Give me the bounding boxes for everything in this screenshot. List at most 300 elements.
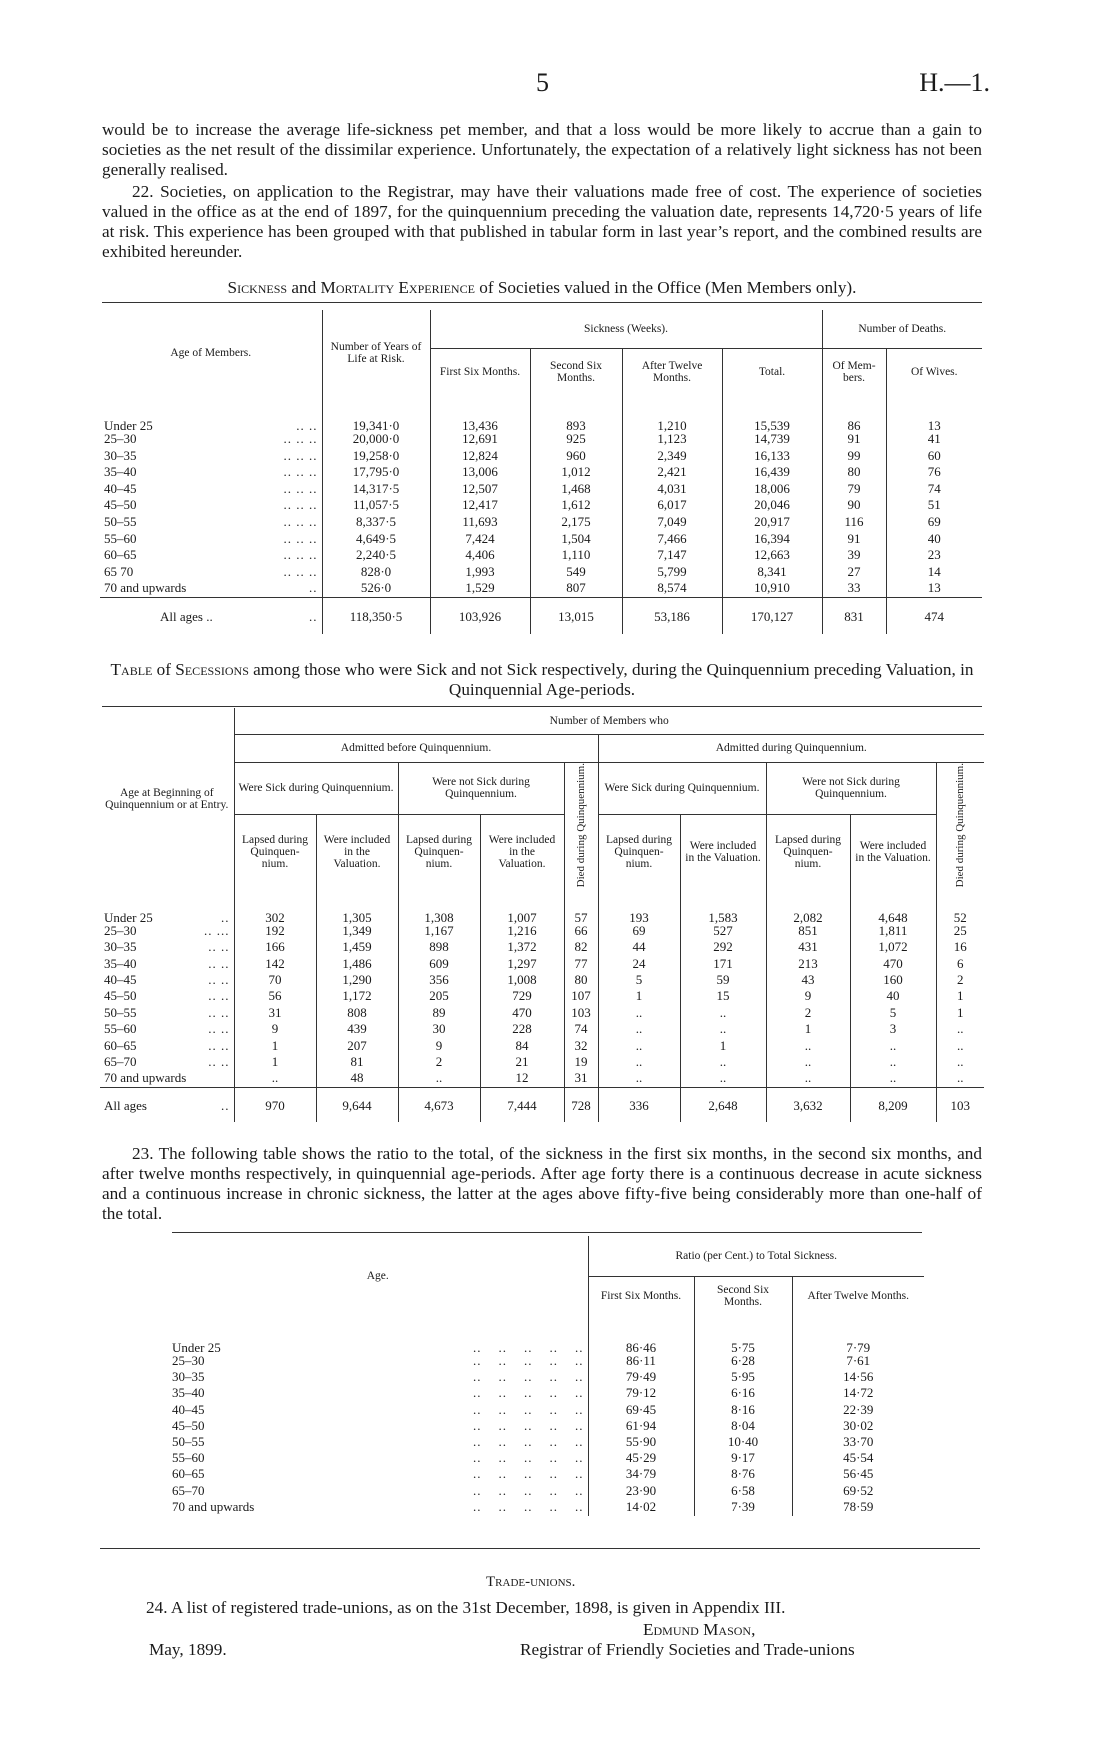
sickness-mortality-table [100, 310, 982, 634]
age-label: 60–65 [104, 547, 137, 563]
leader-dots: .. .. .. .. .. [473, 1482, 584, 1498]
leader-dots: .. .. .. [283, 513, 318, 529]
col-total-header: Total. [722, 348, 822, 396]
age-label: 50–55 [172, 1433, 205, 1449]
age-label: Under 25 [104, 418, 153, 433]
cell-total: 10,910 [722, 581, 822, 598]
cell-second: 6·16 [694, 1386, 792, 1402]
caption-word: of [156, 660, 171, 679]
table-row [168, 1451, 924, 1467]
cell-col-10: .. [957, 1070, 964, 1086]
cell-col-7: .. [680, 1071, 766, 1087]
age-label: All ages [104, 1097, 147, 1113]
caption-word: Table [110, 660, 153, 679]
cell-first: 34·79 [588, 1467, 694, 1483]
cell-after: 78·59 [843, 1498, 874, 1514]
paragraph-23: 23. The following table shows the ratio to the total, of the sickness in the first six months, in the second six months, and after twelve months respectively, in quinquennial age-periods. After age forty there is a continuous decrease in acute sickness and a continuous increase in chronic sickness, the latter at the ages above fifty-five being considerably more than one-half of the total. [102, 1144, 982, 1223]
col-first-six-header: First Six Months. [588, 1276, 694, 1316]
cell-after: 7,466 [622, 532, 722, 549]
cell-col-5: 57 [564, 890, 598, 924]
cell-col-5: 74 [564, 1022, 598, 1038]
cell-col-2: 48 [316, 1071, 398, 1087]
cell-col-5: 19 [564, 1055, 598, 1071]
table-row [100, 1022, 984, 1038]
age-label: 70 and upwards [172, 1498, 255, 1514]
cell-members: 91 [822, 432, 886, 449]
table2-top-rule [102, 706, 982, 707]
cell-col-8: 213 [766, 957, 850, 973]
table-row [100, 532, 982, 549]
cell-col-7: 1 [680, 1039, 766, 1055]
cell-first: 7,424 [430, 532, 530, 549]
caption-word: and [291, 278, 317, 297]
cell-second: 5·75 [694, 1316, 792, 1354]
leader-dots: .. .. .. .. .. [473, 1385, 584, 1401]
cell-total: 20,046 [722, 498, 822, 515]
during-not-sick-header: Were not Sick during Quinquennium. [766, 762, 936, 814]
table-row [100, 924, 984, 940]
cell-col-1: 166 [234, 940, 316, 956]
cell-first: 55·90 [588, 1435, 694, 1451]
cell-col-1: 1 [234, 1039, 316, 1055]
cell-col-1: 56 [234, 989, 316, 1005]
cell-wives: 41 [927, 431, 941, 446]
age-cell [100, 432, 322, 449]
leader-dots: .. .. .. .. .. [473, 1450, 584, 1466]
cell-col-9: .. [850, 1071, 936, 1087]
lapsed-header: Lapsed during Quinquen- nium. [234, 814, 316, 890]
age-cell [100, 924, 234, 940]
cell-col-2: 1,172 [316, 989, 398, 1005]
cell-col-2: 81 [316, 1055, 398, 1071]
cell-col-10: 103 [936, 1088, 984, 1122]
cell-col-6: 5 [598, 973, 680, 989]
cell-col-7: .. [680, 1022, 766, 1038]
caption-word: Secessions [175, 660, 249, 679]
age-label: 45–50 [104, 988, 137, 1004]
cell-col-5: 77 [564, 957, 598, 973]
col-age-header: Age of Members. [100, 310, 322, 396]
cell-second: 13,015 [530, 598, 622, 634]
age-cell [100, 498, 322, 515]
cell-wives: 13 [927, 580, 941, 596]
age-cell [168, 1354, 588, 1370]
cell-second: 6·28 [694, 1354, 792, 1370]
table-row [100, 498, 982, 515]
leader-dots: .. .. .. .. .. [473, 1417, 584, 1433]
age-label: 40–45 [104, 972, 137, 988]
cell-col-4: 470 [480, 1006, 564, 1022]
cell-col-9: 8,209 [850, 1088, 936, 1122]
cell-total: 16,133 [722, 449, 822, 466]
cell-second: 1,612 [530, 498, 622, 515]
cell-col-3: 89 [398, 1006, 480, 1022]
table-row [100, 957, 984, 973]
cell-col-4: 1,372 [480, 940, 564, 956]
included-header: Were included in the Valuation. [480, 814, 564, 890]
lapsed-header: Lapsed during Quinquen- nium. [398, 814, 480, 890]
cell-after: 45·54 [843, 1450, 874, 1466]
cell-years: 11,057·5 [322, 498, 430, 515]
table-row [100, 465, 982, 482]
cell-second: 1,468 [530, 482, 622, 499]
cell-col-8: 3,632 [766, 1088, 850, 1122]
cell-years: 19,341·0 [322, 396, 430, 432]
cell-col-10: 6 [957, 955, 964, 971]
cell-col-10: 1 [957, 1004, 964, 1020]
cell-col-1: 192 [234, 924, 316, 940]
cell-col-9: .. [850, 1055, 936, 1071]
cell-col-8: 43 [766, 973, 850, 989]
cell-col-10: 16 [953, 939, 967, 955]
leader-dots: .. .. [296, 418, 318, 433]
table-row [168, 1370, 924, 1386]
table-total-row [100, 598, 982, 634]
age-cell [168, 1370, 588, 1386]
caption-word: Mortality Experience [320, 278, 475, 297]
cell-after: 1,123 [622, 432, 722, 449]
age-label: 50–55 [104, 1004, 137, 1020]
cell-col-2: 1,290 [316, 973, 398, 989]
died-label: Died during Quinquennium. [953, 762, 966, 887]
cell-after: 2,421 [622, 465, 722, 482]
cell-members: 831 [822, 598, 886, 634]
age-label: 45–50 [104, 497, 137, 513]
age-label: All ages .. [160, 608, 213, 624]
leader-dots: .. .. .. .. .. [473, 1401, 584, 1417]
cell-first: 79·49 [588, 1370, 694, 1386]
cell-members: 99 [822, 449, 886, 466]
age-cell [100, 973, 234, 989]
col-age-entry-header: Age at Beginning of Quinquennium or at Entry. [100, 708, 234, 890]
cell-first: 12,824 [430, 449, 530, 466]
cell-col-5: 66 [564, 924, 598, 940]
table-row [100, 1006, 984, 1022]
cell-col-10: 2 [957, 972, 964, 988]
cell-first: 4,406 [430, 548, 530, 565]
cell-wives: 60 [927, 447, 941, 463]
cell-col-2: 1,349 [316, 924, 398, 940]
table-row [168, 1316, 924, 1354]
table-row [100, 548, 982, 565]
col-wives-header: Of Wives. [910, 366, 958, 379]
leader-dots: .. .. .. .. .. [473, 1353, 584, 1368]
cell-second: 10·40 [694, 1435, 792, 1451]
cell-col-3: 609 [398, 957, 480, 973]
cell-after: 7,049 [622, 515, 722, 532]
table-row [168, 1484, 924, 1500]
cell-years: 19,258·0 [322, 449, 430, 466]
age-cell [168, 1419, 588, 1435]
report-date: May, 1899. [149, 1640, 227, 1659]
age-cell [100, 1071, 234, 1087]
cell-col-10: .. [957, 1021, 964, 1037]
age-label: Under 25 [104, 909, 153, 925]
age-cell [100, 598, 322, 634]
cell-after: 22·39 [843, 1401, 874, 1417]
age-cell [100, 396, 322, 432]
cell-after: 53,186 [622, 598, 722, 634]
cell-col-9: .. [850, 1039, 936, 1055]
trade-unions-heading: Trade-unions. [486, 1574, 576, 1590]
cell-col-10: .. [957, 1037, 964, 1053]
cell-first: 1,529 [430, 581, 530, 598]
cell-wives: 51 [927, 497, 941, 513]
cell-total: 20,917 [722, 515, 822, 532]
leader-dots: .. .. .. [283, 447, 318, 463]
cell-second: 8·04 [694, 1419, 792, 1435]
table1-top-rule [102, 302, 982, 303]
age-cell [100, 1088, 234, 1122]
cell-second: 7·39 [694, 1500, 792, 1516]
cell-col-10: 1 [957, 988, 964, 1004]
cell-years: 118,350·5 [322, 598, 430, 634]
cell-col-2: 207 [316, 1039, 398, 1055]
leader-dots: .. .. [208, 939, 230, 955]
admitted-before-header: Admitted before Quinquennium. [234, 734, 598, 762]
table3-top-rule [172, 1232, 922, 1233]
cell-wives: 23 [927, 547, 941, 563]
cell-col-10: 52 [953, 909, 967, 925]
col-sickness-header: Sickness (Weeks). [430, 310, 822, 348]
cell-col-8: 2 [766, 1006, 850, 1022]
cell-after: 7,147 [622, 548, 722, 565]
table-row [100, 890, 984, 924]
leader-dots: .. .. .. .. .. [473, 1369, 584, 1385]
cell-col-7: 292 [680, 940, 766, 956]
cell-wives: 13 [927, 418, 941, 433]
cell-second: 9·17 [694, 1451, 792, 1467]
cell-after: 5,799 [622, 565, 722, 582]
table-row [100, 1039, 984, 1055]
age-label: 45–50 [172, 1417, 205, 1433]
cell-col-6: 1 [598, 989, 680, 1005]
cell-col-3: 4,673 [398, 1088, 480, 1122]
age-label: 30–35 [104, 939, 137, 955]
cell-second: 8·16 [694, 1403, 792, 1419]
cell-second: 807 [530, 581, 622, 598]
age-label: 35–40 [104, 464, 137, 480]
cell-first: 86·11 [588, 1354, 694, 1370]
table-row [100, 449, 982, 466]
cell-members: 116 [822, 515, 886, 532]
cell-first: 1,993 [430, 565, 530, 582]
col-deaths-header: Number of Deaths. [822, 310, 982, 348]
table3-bottom-rule [100, 1548, 980, 1549]
cell-col-6: 24 [598, 957, 680, 973]
intro-paragraph: would be to increase the average life-sickness pet member, and that a loss would be more likely to accrue than a gain to societies as the net result of the dissimilar experience. Unfortunately, the expectation of a relatively light sickness has not been generally realised. [102, 120, 982, 179]
cell-first: 23·90 [588, 1484, 694, 1500]
table-row [168, 1419, 924, 1435]
cell-col-5: 80 [564, 973, 598, 989]
age-label: 25–30 [104, 922, 137, 938]
age-label: 40–45 [104, 480, 137, 496]
cell-col-3: 898 [398, 940, 480, 956]
cell-col-3: 2 [398, 1055, 480, 1071]
cell-years: 20,000·0 [322, 432, 430, 449]
cell-col-9: 40 [850, 989, 936, 1005]
cell-col-5: 31 [564, 1071, 598, 1087]
cell-first: 13,436 [430, 396, 530, 432]
table-row [100, 1055, 984, 1071]
leader-dots: .. .. [208, 955, 230, 971]
cell-years: 8,337·5 [322, 515, 430, 532]
cell-after: 30·02 [843, 1417, 874, 1433]
cell-wives: 69 [927, 513, 941, 529]
age-cell [100, 548, 322, 565]
cell-second: 549 [530, 565, 622, 582]
age-cell [100, 1055, 234, 1071]
cell-col-6: .. [598, 1071, 680, 1087]
caption-word: of Societies valued in the Office (Men Members only). [479, 278, 857, 297]
leader-dots: .. .. .. [283, 431, 318, 446]
age-label: 60–65 [172, 1466, 205, 1482]
cell-col-9: 1,811 [850, 924, 936, 940]
age-label: 55–60 [104, 1021, 137, 1037]
age-label: 65–70 [172, 1482, 205, 1498]
cell-years: 2,240·5 [322, 548, 430, 565]
cell-wives: 74 [927, 480, 941, 496]
table-row [100, 432, 982, 449]
leader-dots: .. [221, 1097, 230, 1113]
during-sick-header: Were Sick during Quinquennium. [598, 762, 766, 814]
table-row [168, 1500, 924, 1516]
cell-after: 56·45 [843, 1466, 874, 1482]
cell-col-5: 82 [564, 940, 598, 956]
cell-col-8: 2,082 [766, 890, 850, 924]
age-cell [100, 1006, 234, 1022]
cell-after: 33·70 [843, 1433, 874, 1449]
age-label: 50–55 [104, 513, 137, 529]
cell-col-4: 1,297 [480, 957, 564, 973]
cell-col-10: .. [957, 1053, 964, 1069]
cell-after: 6,017 [622, 498, 722, 515]
cell-col-1: .. [234, 1071, 316, 1087]
cell-first: 12,507 [430, 482, 530, 499]
table-row [168, 1435, 924, 1451]
cell-first: 14·02 [588, 1500, 694, 1516]
cell-col-8: 9 [766, 989, 850, 1005]
cell-total: 14,739 [722, 432, 822, 449]
before-died-header [564, 762, 598, 890]
cell-years: 828·0 [322, 565, 430, 582]
cell-col-7: 15 [680, 989, 766, 1005]
cell-second: 8·76 [694, 1467, 792, 1483]
cell-col-8: 1 [766, 1022, 850, 1038]
leader-dots: .. .. [208, 1037, 230, 1053]
leader-dots: .. .. [208, 1004, 230, 1020]
cell-years: 4,649·5 [322, 532, 430, 549]
age-cell [100, 482, 322, 499]
cell-second: 960 [530, 449, 622, 466]
cell-col-1: 9 [234, 1022, 316, 1038]
leader-dots: .. .. [208, 1021, 230, 1037]
cell-total: 18,006 [722, 482, 822, 499]
cell-first: 12,691 [430, 432, 530, 449]
cell-col-3: 1,167 [398, 924, 480, 940]
cell-col-6: .. [598, 1055, 680, 1071]
leader-dots: .. .. .. .. .. [473, 1466, 584, 1482]
leader-dots: .. .. .. [283, 464, 318, 480]
col-second-six-header: Second Six Months. [530, 348, 622, 396]
age-label: Under 25 [172, 1340, 221, 1355]
leader-dots: .. .. .. [283, 497, 318, 513]
signature-title: Registrar of Friendly Societies and Trade-unions [520, 1640, 855, 1659]
cell-col-10: 25 [953, 922, 967, 938]
cell-col-8: .. [766, 1071, 850, 1087]
age-cell [168, 1435, 588, 1451]
table2-caption [102, 660, 982, 700]
cell-col-8: 851 [766, 924, 850, 940]
cell-col-1: 302 [234, 890, 316, 924]
document-code: H.—1. [919, 68, 990, 97]
age-cell [168, 1467, 588, 1483]
leader-dots: .. .. [208, 1053, 230, 1069]
age-cell [168, 1500, 588, 1516]
age-label: 35–40 [104, 955, 137, 971]
age-cell [100, 989, 234, 1005]
table-row [168, 1467, 924, 1483]
cell-col-4: 1,216 [480, 924, 564, 940]
leader-dots: .. [309, 580, 318, 596]
col-age-header: Age. [168, 1236, 588, 1316]
age-label: 25–30 [104, 431, 137, 446]
cell-col-2: 439 [316, 1022, 398, 1038]
cell-col-3: 356 [398, 973, 480, 989]
cell-total: 15,539 [722, 396, 822, 432]
cell-col-7: 1,583 [680, 890, 766, 924]
cell-col-8: .. [766, 1039, 850, 1055]
table-row [100, 565, 982, 582]
admitted-during-header: Admitted during Quinquennium. [598, 734, 984, 762]
cell-second: 5·95 [694, 1370, 792, 1386]
table-row [100, 1071, 984, 1087]
lapsed-header: Lapsed during Quinquen- nium. [598, 814, 680, 890]
table-total-row [100, 1088, 984, 1122]
leader-dots: .. [221, 909, 230, 925]
age-cell [100, 581, 322, 598]
table-row [100, 581, 982, 598]
cell-second: 1,504 [530, 532, 622, 549]
cell-col-4: 228 [480, 1022, 564, 1038]
cell-first: 11,693 [430, 515, 530, 532]
age-label: 55–60 [172, 1450, 205, 1466]
cell-col-6: 69 [598, 924, 680, 940]
cell-col-3: 30 [398, 1022, 480, 1038]
cell-col-4: 1,008 [480, 973, 564, 989]
during-died-header [936, 762, 984, 890]
cell-first: 12,417 [430, 498, 530, 515]
paragraph-24: 24. A list of registered trade-unions, as on the 31st December, 1898, is given in Appendix III. [146, 1598, 786, 1617]
age-cell [100, 515, 322, 532]
cell-col-9: 5 [850, 1006, 936, 1022]
cell-after: 69·52 [843, 1482, 874, 1498]
table-row [100, 940, 984, 956]
age-label: 65 70 [104, 563, 134, 579]
cell-members: 33 [822, 581, 886, 598]
secessions-table [100, 708, 984, 1122]
age-cell [168, 1451, 588, 1467]
cell-wives: 14 [927, 563, 941, 579]
cell-first: 86·46 [588, 1316, 694, 1354]
cell-col-1: 31 [234, 1006, 316, 1022]
age-cell [168, 1484, 588, 1500]
col-first-six-header: First Six Months. [430, 348, 530, 396]
cell-col-1: 142 [234, 957, 316, 973]
leader-dots: .. .. .. [283, 480, 318, 496]
cell-members: 27 [822, 565, 886, 582]
cell-members: 90 [822, 498, 886, 515]
